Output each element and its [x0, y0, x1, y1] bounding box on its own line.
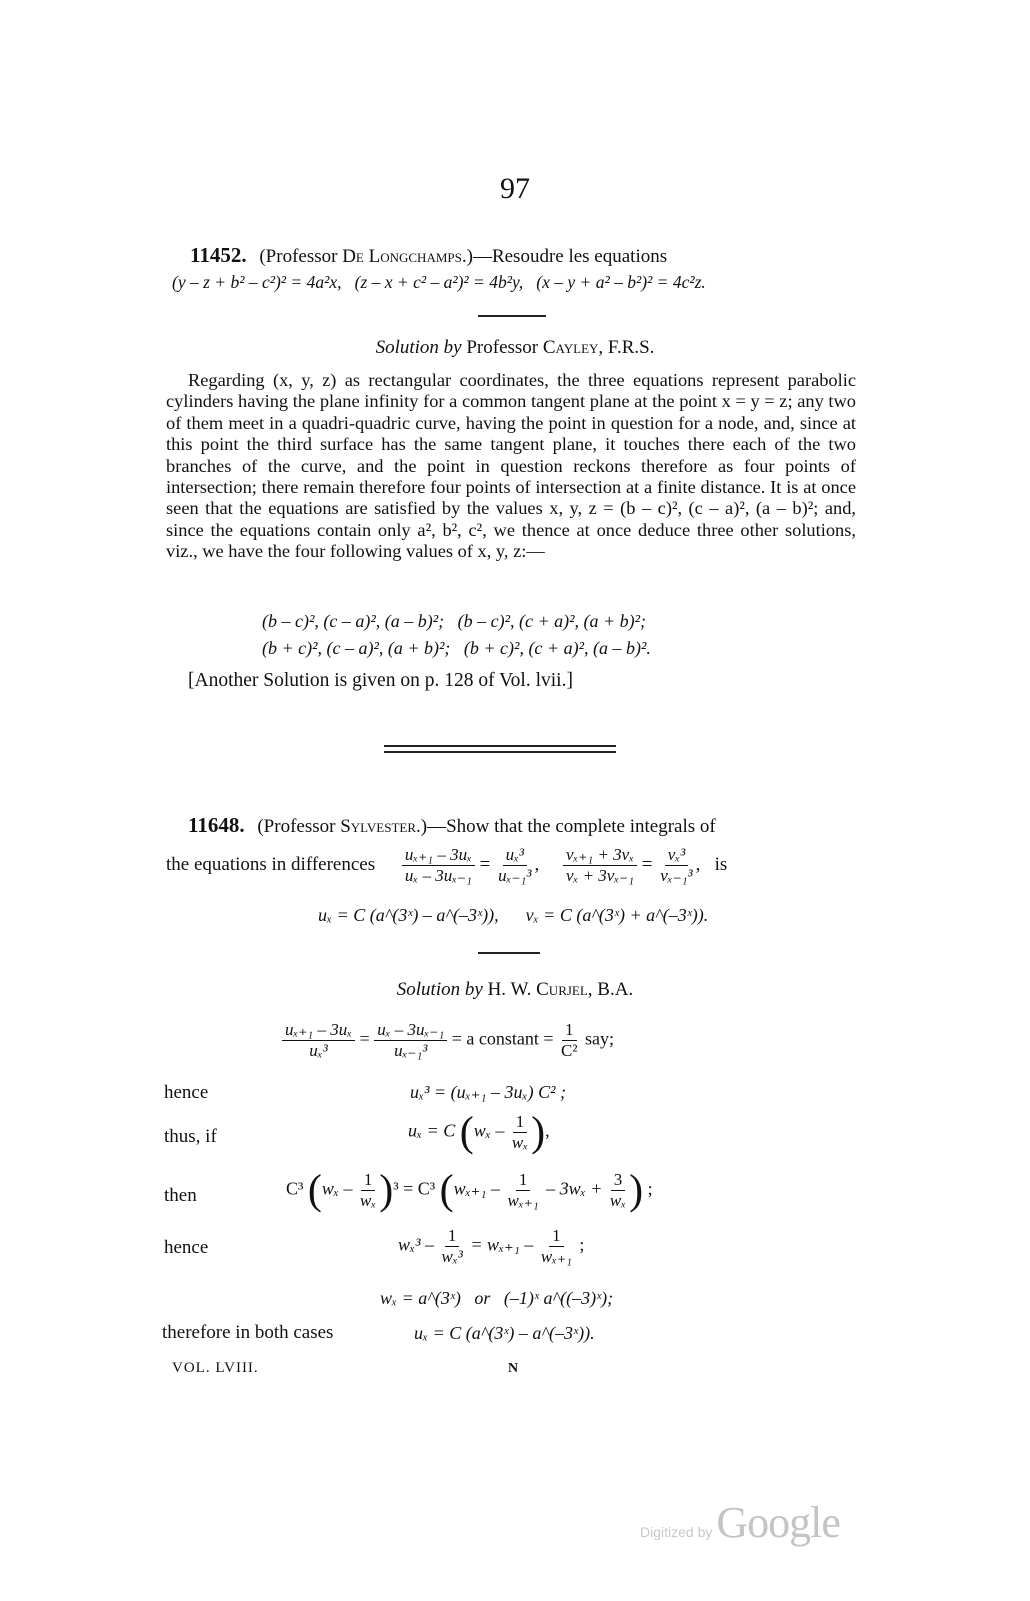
solution-byline	[0, 337, 1030, 359]
section-divider-bottom	[384, 751, 616, 753]
solution-step: C³ (wₓ – $\frac{1}{\text{wₓ}}$ )³ = C³ (wₓ₊₁ – $\frac{1}{\text{wₓ₊₁}}$ – 3wₓ + $\frac{3}{\text{wₓ}}$ ) ;	[286, 1167, 653, 1214]
step-text: ,	[545, 1120, 550, 1141]
solution-step: uₓ = C (wₓ – $\frac{1}{\text{wₓ}}$ ),	[408, 1109, 550, 1156]
solution-byline	[0, 979, 1030, 1001]
problem-11452-heading	[190, 243, 667, 268]
solver-name: H. W. Curjel, B.A.	[487, 979, 634, 1000]
step-text: say;	[584, 1028, 614, 1049]
proposer-name: Sylvester.)	[340, 816, 428, 837]
section-divider-top	[384, 745, 616, 747]
is-word: is	[714, 853, 728, 875]
step-text: – 3wₓ +	[546, 1178, 603, 1199]
step-label: then	[164, 1185, 197, 1206]
step-text: ;	[647, 1178, 653, 1199]
fraction-denominator: wₓ³	[441, 1247, 463, 1266]
step-text: ;	[579, 1234, 585, 1255]
fraction-numerator: vₓ³	[665, 845, 688, 866]
fraction-denominator: uₓ₋₁³	[498, 866, 532, 885]
step-label: hence	[164, 1082, 209, 1103]
step-text: uₓ = C	[408, 1120, 456, 1141]
step-label: thus, if	[164, 1126, 217, 1147]
signature-mark: N	[508, 1361, 519, 1376]
fraction-numerator: uₓ³	[503, 845, 527, 866]
fraction-denominator: vₓ + 3vₓ₋₁	[565, 866, 635, 885]
step-label: therefore in both cases	[162, 1322, 334, 1343]
fraction-numerator: 3	[611, 1170, 626, 1191]
fraction-numerator: 1	[445, 1226, 460, 1247]
values-line-2: (b + c)², (c – a)², (a + b)²; (b + c)², (c + a)², (a – b)².	[262, 638, 651, 658]
fraction-denominator: uₓ₋₁³	[394, 1041, 428, 1060]
fraction-numerator: uₓ₊₁ – 3uₓ	[402, 845, 475, 866]
step-label: hence	[164, 1237, 209, 1258]
step-text: ³ = C³	[393, 1178, 436, 1199]
fraction-numerator: vₓ₊₁ + 3vₓ	[563, 845, 637, 866]
fraction-denominator: uₓ³	[309, 1041, 328, 1060]
fraction-numerator: uₓ₊₁ – 3uₓ	[282, 1020, 355, 1041]
digitized-watermark	[640, 1497, 840, 1548]
fraction-denominator: wₓ	[360, 1191, 377, 1210]
step-text: C³	[286, 1178, 304, 1199]
step-text: wₓ –	[473, 1120, 505, 1141]
complete-integrals: uₓ = C (a^(3ˣ) – a^(–3ˣ)), vₓ = C (a^(3ˣ) + a^(–3ˣ)).	[318, 905, 709, 925]
solution-label: Solution by	[375, 337, 462, 358]
problem-number: 11648.	[188, 813, 245, 837]
volume-footer: VOL. LVIII.	[172, 1360, 259, 1376]
fraction-denominator: uₓ – 3uₓ₋₁	[404, 866, 472, 885]
difference-equations: the equations in differences $\frac{\text{uₓ₊₁ – 3uₓ}}{\text{uₓ – 3uₓ₋₁}}$ = $\frac{\text{uₓ³}}{\text{uₓ₋₁³}}$ , $\frac{\text{vₓ₊₁ + 3vₓ}}{\text{vₓ + 3vₓ₋₁}}$ = $\frac{\text{vₓ³}}{\text{vₓ₋₁³}}$ , is	[166, 845, 728, 885]
solution-step: $\frac{\text{uₓ₊₁ – 3uₓ}}{\text{uₓ³}}$ = $\frac{\text{uₓ – 3uₓ₋₁}}{\text{uₓ₋₁³}}$ = a constant = $\frac{1}{\text{C²}}$ say;	[282, 1020, 614, 1061]
step-equation: uₓ³ = (uₓ₊₁ – 3uₓ) C² ;	[410, 1082, 567, 1102]
solver-name: Cayley, F.R.S.	[542, 337, 655, 358]
fraction-denominator: C²	[561, 1041, 578, 1060]
problem-statement: —Show that the complete integrals of	[427, 816, 716, 837]
fraction-denominator: wₓ₊₁	[540, 1247, 572, 1266]
step-text: = wₓ₊₁ –	[470, 1234, 534, 1255]
fraction-numerator: 1	[516, 1170, 531, 1191]
proposer-name: De Longchamps.)	[342, 246, 473, 267]
fraction-numerator: uₓ – 3uₓ₋₁	[374, 1020, 447, 1041]
step-equation: uₓ = C (a^(3ˣ) – a^(–3ˣ)).	[414, 1323, 595, 1343]
proposer-prefix: (Professor	[257, 816, 336, 837]
step-text: wₓ³ –	[398, 1234, 435, 1255]
fraction-numerator: 1	[513, 1112, 528, 1133]
step-text: = a constant =	[451, 1028, 554, 1049]
solver-title: Professor	[466, 337, 539, 358]
google-logo: Google	[716, 1498, 840, 1547]
fraction-numerator: 1	[549, 1226, 564, 1247]
watermark-small-text: Digitized by	[640, 1524, 713, 1540]
step-equation: wₓ = a^(3ˣ) or (–1)ˣ a^((–3)ˣ);	[380, 1288, 614, 1308]
proposer-prefix: (Professor	[259, 246, 338, 267]
problem-11648-heading	[188, 813, 716, 838]
solution-paragraph: Regarding (x, y, z) as rectangular coordinates, the three equations represent parabolic cylinders having the plane infinity for a common tangent plane at the point x = y = z; any two of them meet in a quadri-quadric curve, having the point in question for a node, and, since at this point the third surface has the same tangent plane, it touches there each of the two branches of the curve, and the point in question reckons therefore as four points of intersection; there remain therefore four points of intersection at a finite distance. It is at once seen that the equations are satisfied by the values x, y, z = (b – c)², (c – a)², (a – b)²; and, since the equations contain only a², b², c², we thence at once deduce three other solutions, viz., we have the four following values of x, y, z:—	[166, 370, 856, 562]
values-line-1: (b – c)², (c – a)², (a – b)²; (b – c)², (c + a)², (a + b)²;	[262, 611, 647, 631]
fraction-numerator: 1	[361, 1170, 376, 1191]
editor-note: [Another Solution is given on p. 128 of Vol. lvii.]	[188, 670, 573, 691]
solution-label: Solution by	[396, 979, 483, 1000]
step-text: wₓ₊₁ –	[453, 1178, 501, 1199]
fraction-denominator: wₓ	[609, 1191, 627, 1210]
fraction-denominator: wₓ₊₁	[507, 1191, 539, 1210]
problem-equations: (y – z + b² – c²)² = 4a²x, (z – x + c² – a²)² = 4b²y, (x – y + a² – b²)² = 4c²z.	[172, 272, 706, 292]
problem-number: 11452.	[190, 243, 247, 267]
solution-step	[398, 1226, 584, 1267]
page-number: 97	[500, 172, 530, 205]
fraction-denominator: vₓ₋₁³	[660, 866, 693, 885]
fraction-denominator: wₓ	[511, 1133, 529, 1152]
problem-statement: —Resoudre les equations	[472, 246, 668, 267]
step-text: wₓ –	[321, 1178, 353, 1199]
short-rule	[478, 952, 540, 954]
short-rule	[478, 315, 546, 317]
lead-text: the equations in differences	[166, 853, 376, 875]
fraction-numerator: 1	[562, 1020, 577, 1041]
